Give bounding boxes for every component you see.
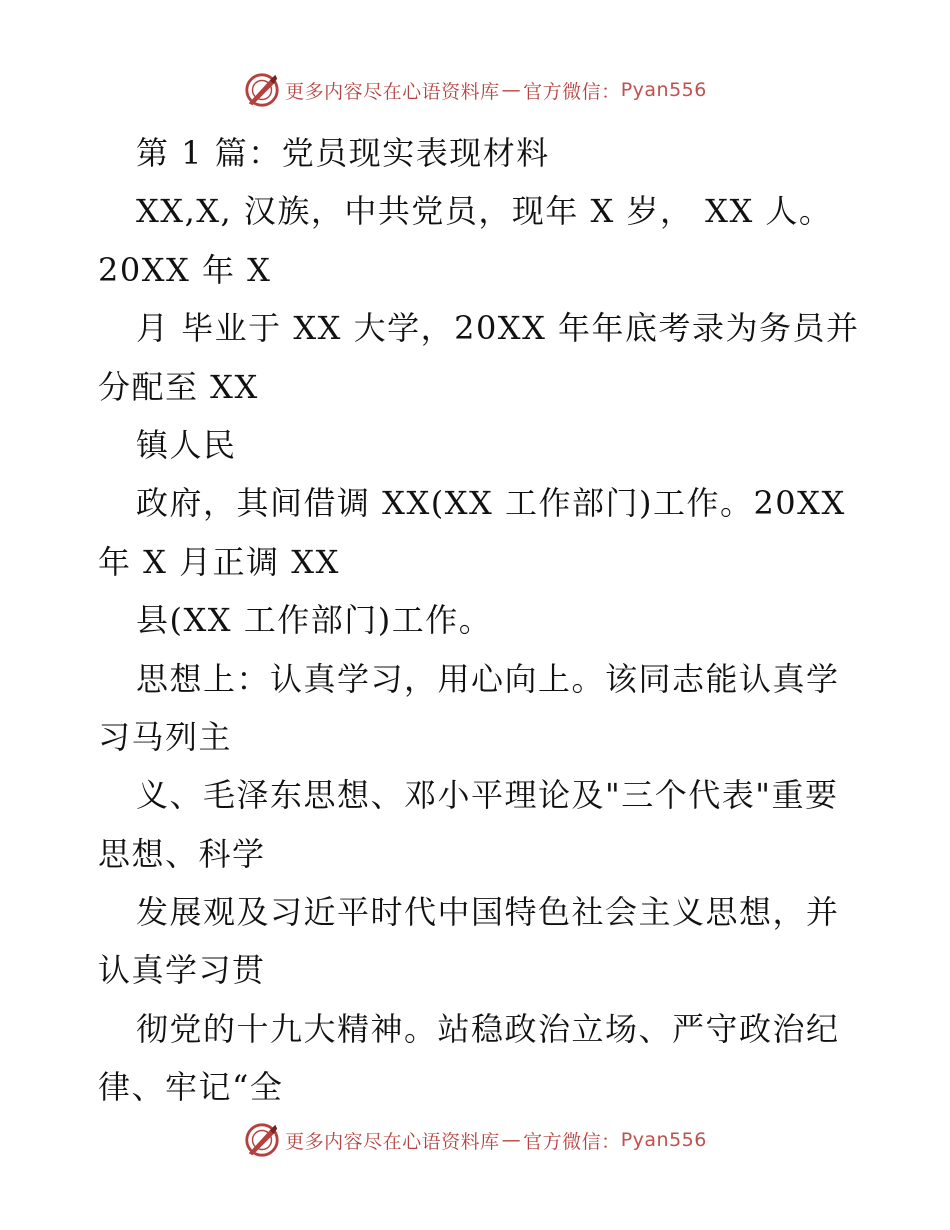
text-line: 20XX 年 X — [98, 250, 272, 289]
text-line: 认真学习贯 — [98, 951, 266, 990]
pen-logo-icon — [243, 1121, 281, 1159]
watermark-footer — [0, 1118, 950, 1162]
text-line: 分配至 XX — [98, 367, 259, 406]
text-line: 律、牢记“全 — [98, 1068, 284, 1107]
text-line: 习马列主 — [98, 717, 233, 756]
text-line: 县(XX 工作部门)工作。 — [136, 601, 493, 640]
text-line: 发展观及习近平时代中国特色社会主义思想，并 — [136, 893, 840, 932]
text-line: 年 X 月正调 XX — [98, 542, 340, 581]
text-line: 月 毕业于 XX 大学，20XX 年年底考录为务员并 — [136, 309, 860, 348]
text-line: 思想、科学 — [98, 834, 266, 873]
text-line: 义、毛泽东思想、邓小平理论及"三个代表"重要 — [136, 776, 839, 815]
watermark-separator: — — [501, 1129, 522, 1151]
watermark-text: 更多内容尽在心语资料库 — [285, 1130, 500, 1153]
watermark-text: 更多内容尽在心语资料库 — [285, 80, 500, 103]
watermark-header — [0, 68, 950, 112]
text-line: XX,X, 汉族，中共党员，现年 X 岁， XX 人。 — [136, 192, 833, 231]
watermark-handle: Pyan556 — [620, 79, 707, 101]
watermark-suffix: 官方微信： — [523, 80, 621, 103]
text-line: 思想上：认真学习，用心向上。该同志能认真学 — [136, 659, 840, 698]
watermark-handle: Pyan556 — [620, 1129, 707, 1151]
text-line: 彻党的十九大精神。站稳政治立场、严守政治纪 — [136, 1009, 840, 1048]
watermark-separator: — — [501, 79, 522, 101]
watermark-suffix: 官方微信： — [523, 1130, 621, 1153]
pen-logo-icon — [243, 71, 281, 109]
document-body — [98, 124, 858, 1117]
text-line: 镇人民 — [136, 425, 237, 464]
text-line: 第 1 篇：党员现实表现材料 — [136, 134, 550, 172]
text-line: 政府，其间借调 XX(XX 工作部门)工作。20XX — [136, 484, 846, 523]
